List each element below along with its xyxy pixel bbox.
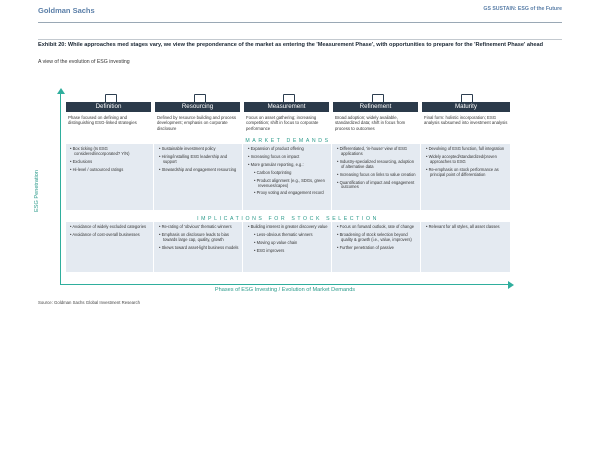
demands-maturity — [426, 147, 508, 181]
list-item: • More granular reporting, e.g.: — [248, 161, 304, 167]
stage-description: Final form: holistic incorporation; ESG analysis subsumed into investment analysis — [424, 115, 508, 126]
column-divider — [331, 144, 332, 210]
list-item: • Product alignment (e.g., SDGs, green revenues/capex) — [254, 177, 325, 188]
list-item: • Expansion of product offering — [248, 146, 304, 151]
list-item: • Devolving of ESG function, full integration — [426, 146, 505, 151]
list-item: • Relevant for all styles, all asset classes — [426, 224, 500, 229]
list-item: • Building interest in greater discovery value — [248, 224, 328, 229]
list-item: • Stewardship and engagement resourcing — [159, 166, 237, 172]
stage-header: Resourcing — [155, 102, 240, 112]
list-item: • Re-emphasis on stock performance as principal point of differentiation — [426, 166, 499, 177]
header-divider — [38, 22, 562, 23]
stage-header: Definition — [66, 102, 151, 112]
brand-name: Goldman Sachs — [38, 6, 95, 15]
y-axis-label: ESG Penetration — [34, 170, 40, 212]
x-axis-arrow — [60, 284, 510, 285]
demands-resourcing — [159, 147, 239, 176]
stage-header: Refinement — [333, 102, 418, 112]
implications-measurement — [248, 225, 328, 257]
list-item: • Avoidance of widely excluded categories — [70, 224, 147, 229]
market-demands-label: MARKET DEMANDS — [245, 138, 331, 144]
column-divider — [242, 144, 243, 210]
column-divider — [153, 222, 154, 272]
list-item: • Hiring/installing ESG leadership and support — [159, 153, 228, 164]
stage-description: Broad adoption; widely available, standardized data; shift in focus from process to outcomes — [335, 115, 406, 131]
stage-description: Defined by resource building and process development; emphasis on corporate disclosure — [157, 115, 237, 131]
stage-header: Maturity — [422, 102, 510, 112]
x-axis-label: Phases of ESG Investing / Evolution of Market Demands — [214, 287, 356, 293]
list-item: • Sustainable investment policy — [159, 146, 216, 151]
list-item: • Exclusions — [70, 158, 93, 164]
column-divider — [242, 222, 243, 272]
y-axis-arrowhead — [57, 88, 65, 94]
list-item: • Emphasis on disclosure leads to bias towards large cap, quality, growth — [159, 231, 229, 242]
y-axis-arrow — [60, 92, 61, 284]
list-item: • Further penetration of passive — [337, 244, 394, 250]
title-divider — [38, 39, 562, 40]
list-item: • Less-obvious thematic winners — [254, 231, 313, 237]
list-item: • Increasing focus on impact — [248, 153, 300, 159]
stage-description: Focus on asset gathering; increasing competition; shift in focus to corporate performance — [246, 115, 319, 131]
list-item: • Box ticking (Is ESG considered/incorporated? Y/N) — [70, 146, 130, 156]
list-item: • ESG improvers — [254, 247, 285, 253]
implications-maturity — [426, 225, 508, 233]
list-item: • Proxy voting and engagement record — [254, 190, 324, 196]
source-note: Source: Goldman Sachs Global Investment Research — [38, 300, 140, 305]
list-item: • Differentiated, 'in-house' view of ESG applications — [337, 146, 408, 156]
exhibit-title: Exhibit 20: While approaches med stages vary, we view the preponderance of the market as entering the 'Measurement Phase', with opportunities to prepare for the 'Refinement Phase' ahead — [38, 42, 544, 48]
exhibit-subtitle: A view of the evolution of ESG investing — [38, 59, 130, 65]
list-item: • Quantification of impact and engagement outcomes — [337, 179, 415, 190]
stage-header: Measurement — [244, 102, 329, 112]
list-item: • Moving up value chain — [254, 239, 298, 245]
list-item: • Avoidance of cost-overall businesses — [70, 231, 140, 237]
column-divider — [153, 144, 154, 210]
demands-refinement — [337, 147, 417, 193]
list-item: • Skews toward asset-light business models — [159, 244, 239, 250]
list-item: • Carbon footprinting — [254, 169, 292, 175]
demands-definition — [70, 147, 150, 176]
column-divider — [420, 222, 421, 272]
list-item: • Focus on forward outlook, rate of change — [337, 224, 414, 229]
list-item: • Increasing focus on links to value creation — [337, 171, 416, 177]
list-item: • Industry-specialized resourcing, adoption of alternative data — [337, 158, 414, 169]
stage-description: Phase focused on defining and distinguishing ESG-linked strategies — [68, 115, 137, 126]
list-item: • Re-rating of 'obvious' thematic winners — [159, 224, 232, 229]
column-divider — [331, 222, 332, 272]
implications-resourcing — [159, 225, 239, 254]
implications-label: IMPLICATIONS FOR STOCK SELECTION — [197, 216, 379, 222]
implications-refinement — [337, 225, 417, 254]
publication-name: GS SUSTAIN: ESG of the Future — [483, 6, 562, 12]
implications-definition — [70, 225, 150, 241]
list-item: • Widely accepted/standardized/proven approaches to ESG — [426, 153, 497, 164]
list-item: • Hi-level / outsourced ratings — [70, 166, 124, 172]
column-divider — [420, 144, 421, 210]
list-item: • Broadening of stock selection beyond quality & growth (i.e., value, improvers) — [337, 231, 412, 242]
demands-measurement — [248, 147, 328, 199]
